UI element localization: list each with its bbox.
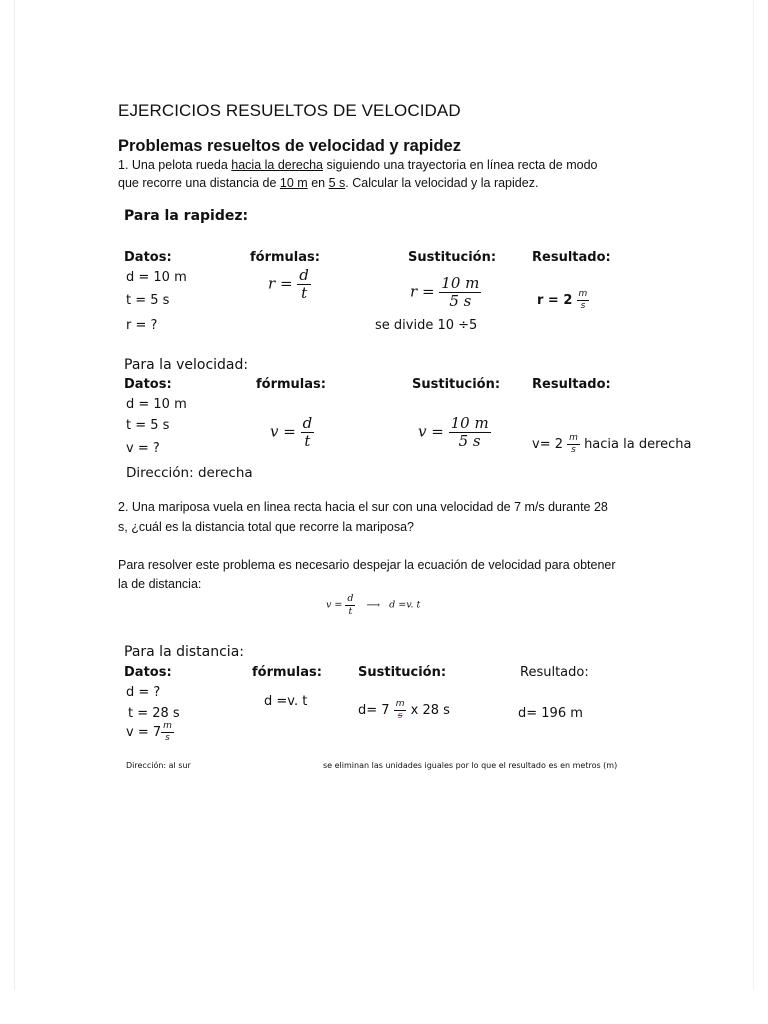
fraction-denominator: t bbox=[304, 432, 311, 450]
fraction-numerator: m bbox=[569, 433, 578, 443]
units-cancel-note: se eliminan las unidades iguales por lo que el resultado es en metros (m) bbox=[323, 761, 618, 770]
problem2-line1: 2. Una mariposa vuela en linea recta hacia el sur con una velocidad de 7 m/s durante 28 bbox=[118, 500, 608, 514]
velocidad-formulas-label: fórmulas: bbox=[256, 377, 326, 392]
fraction-numerator: d bbox=[347, 593, 354, 604]
rapidez-datum-t: t = 5 s bbox=[126, 293, 170, 308]
distancia-direccion: Dirección: al sur bbox=[126, 761, 191, 770]
cancelled-unit: s bbox=[397, 711, 403, 721]
fraction-denominator: s bbox=[580, 301, 586, 311]
equation-lhs: v = bbox=[326, 599, 343, 611]
velocidad-substitution bbox=[418, 416, 491, 449]
distancia-formula: d =v. t bbox=[264, 694, 308, 709]
velocidad-heading: Para la velocidad: bbox=[124, 357, 249, 373]
fraction-denominator: s bbox=[571, 445, 576, 455]
fraction-denominator: t bbox=[301, 284, 308, 302]
equation-rhs: d =v. t bbox=[389, 599, 421, 611]
fraction-denominator: s bbox=[165, 733, 170, 743]
underlined-text: 5 s bbox=[328, 176, 346, 190]
text-run: 1. Una pelota rueda bbox=[118, 158, 232, 172]
fraction-numerator: d bbox=[302, 414, 313, 432]
text-run: . Calcular la velocidad y la rapidez. bbox=[345, 176, 539, 190]
underlined-text: hacia la derecha bbox=[231, 158, 324, 172]
velocidad-datum-v: v = ? bbox=[126, 441, 160, 456]
problem1-line1 bbox=[118, 156, 598, 174]
arrow-right-icon: ⟶ bbox=[366, 599, 381, 611]
distancia-resultado-label: Resultado: bbox=[520, 665, 589, 680]
velocidad-datum-t: t = 5 s bbox=[126, 418, 170, 433]
rapidez-substitution bbox=[410, 276, 481, 309]
velocidad-datum-d: d = 10 m bbox=[126, 397, 187, 412]
velocidad-resultado-label: Resultado: bbox=[532, 377, 611, 392]
fraction-numerator: m bbox=[578, 289, 588, 299]
distancia-datum-v bbox=[126, 722, 174, 743]
equation-fraction bbox=[345, 594, 355, 616]
problem1-line2 bbox=[118, 174, 538, 192]
fraction-numerator: m bbox=[163, 721, 172, 731]
text-run: que recorre una distancia de bbox=[118, 176, 280, 190]
rapidez-datum-r: r = ? bbox=[126, 318, 158, 333]
velocidad-sustitucion-label: Sustitución: bbox=[412, 377, 501, 392]
distancia-datos-label: Datos: bbox=[124, 665, 172, 680]
distancia-heading: Para la distancia: bbox=[124, 644, 244, 660]
problem2-line2: s, ¿cuál es la distancia total que recorre la mariposa? bbox=[118, 520, 414, 534]
rapidez-resultado-label: Resultado: bbox=[532, 250, 611, 265]
rapidez-sustitucion-label: Sustitución: bbox=[408, 250, 497, 265]
fraction-denominator: 5 s bbox=[449, 292, 472, 310]
fraction-numerator: d bbox=[299, 266, 309, 284]
rapidez-division-note: se divide 10 ÷5 bbox=[375, 318, 478, 333]
velocidad-datos-label: Datos: bbox=[124, 377, 172, 392]
substitution-time: x 28 s bbox=[410, 703, 450, 718]
rapidez-datos-label: Datos: bbox=[124, 250, 172, 265]
formula-fraction bbox=[301, 416, 315, 449]
distancia-datum-d: d = ? bbox=[126, 685, 161, 700]
distance-equation bbox=[326, 594, 420, 616]
distancia-result: d= 196 m bbox=[518, 706, 583, 721]
velocidad-result bbox=[532, 434, 692, 455]
section-subtitle: Problemas resueltos de velocidad y rapidez bbox=[118, 137, 461, 155]
text-run: en bbox=[307, 176, 329, 190]
velocidad-formula bbox=[270, 416, 314, 449]
underlined-text: 10 m bbox=[279, 176, 308, 190]
text-run: siguiendo una trayectoria en línea recta de modo bbox=[323, 158, 598, 172]
distancia-substitution bbox=[358, 700, 450, 721]
fraction-denominator: 5 s bbox=[458, 432, 481, 450]
substitution-fraction bbox=[439, 276, 481, 309]
distancia-sustitucion-label: Sustitución: bbox=[358, 665, 447, 680]
formula-fraction bbox=[297, 268, 311, 301]
substitution-lhs: r = bbox=[410, 282, 435, 301]
rapidez-datum-d: d = 10 m bbox=[126, 270, 187, 285]
fraction-denominator: t bbox=[348, 605, 353, 617]
fraction-numerator: 10 m bbox=[441, 274, 480, 292]
rapidez-heading: Para la rapidez: bbox=[124, 208, 249, 224]
fraction-numerator: 10 m bbox=[450, 414, 489, 432]
datum-unit-fraction bbox=[161, 722, 174, 743]
page-edge-left bbox=[14, 0, 15, 990]
substitution-value: d= 7 bbox=[358, 703, 390, 718]
problem2-line3: Para resolver este problema es necesario despejar la ecuación de velocidad para obtener bbox=[118, 558, 616, 572]
page-edge-right bbox=[753, 0, 754, 990]
velocidad-direccion: Dirección: derecha bbox=[126, 465, 253, 481]
result-direction: hacia la derecha bbox=[584, 437, 692, 452]
document-title: EJERCICIOS RESUELTOS DE VELOCIDAD bbox=[118, 101, 461, 120]
distancia-datum-t: t = 28 s bbox=[128, 706, 180, 721]
substitution-fraction bbox=[449, 416, 491, 449]
substitution-unit-fraction bbox=[394, 700, 407, 721]
result-value: r = 2 bbox=[537, 293, 573, 308]
distancia-formulas-label: fórmulas: bbox=[252, 665, 322, 680]
result-value: v= 2 bbox=[532, 437, 563, 452]
datum-value: v = 7 bbox=[126, 725, 162, 740]
formula-lhs: v = bbox=[270, 422, 296, 441]
substitution-lhs: v = bbox=[418, 422, 444, 441]
result-unit-fraction bbox=[567, 434, 580, 455]
fraction-numerator: m bbox=[395, 699, 405, 709]
result-unit-fraction bbox=[577, 290, 590, 311]
formula-lhs: r = bbox=[268, 274, 293, 293]
rapidez-formulas-label: fórmulas: bbox=[250, 250, 320, 265]
rapidez-result bbox=[537, 290, 589, 311]
problem2-line4: la de distancia: bbox=[118, 577, 202, 591]
rapidez-formula bbox=[268, 268, 311, 301]
